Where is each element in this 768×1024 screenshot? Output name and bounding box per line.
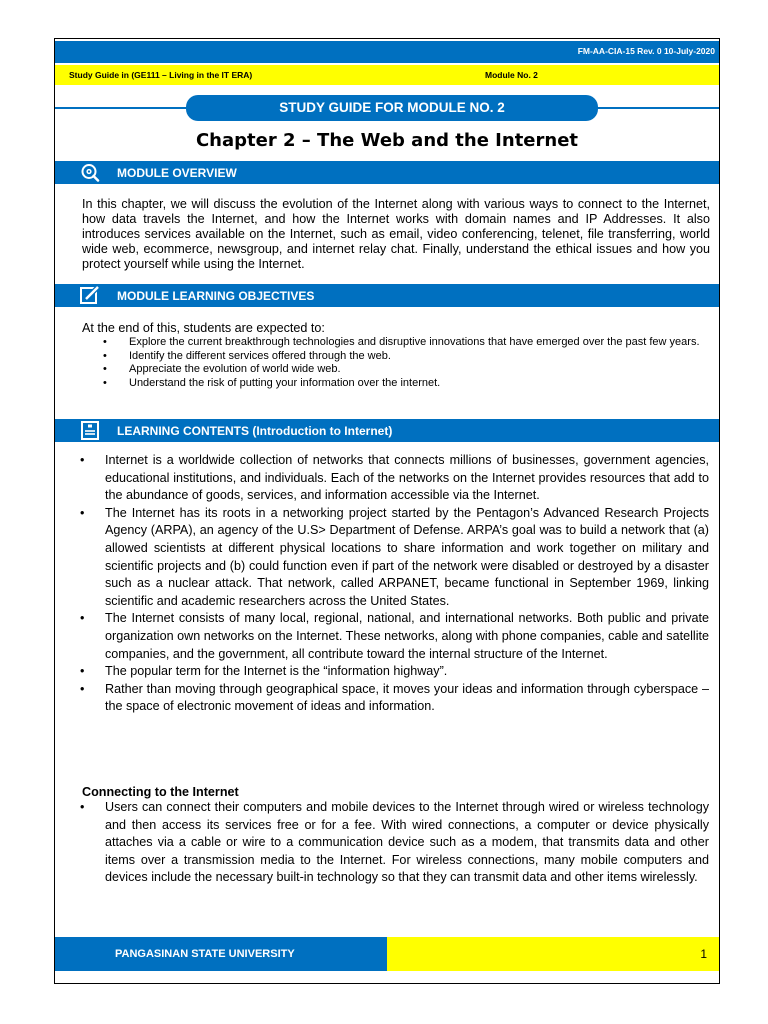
module-overview-heading: MODULE OVERVIEW [117, 166, 237, 180]
module-number: Module No. 2 [485, 70, 538, 80]
objectives-intro: At the end of this, students are expected to: [82, 321, 325, 335]
content-item: • The Internet consists of many local, regional, national, and international networks. Both public and private organization own networks on the Internet. These networks, along with phone companies, cable and satellite companies, and the government, all contribute toward the internal structure of the Internet. [79, 610, 709, 663]
course-header-bar [55, 65, 719, 85]
course-title: Study Guide in (GE111 – Living in the IT ERA) [69, 70, 253, 80]
study-guide-page [54, 38, 720, 984]
learning-contents-heading: LEARNING CONTENTS (Introduction to Internet) [117, 424, 393, 438]
module-overview-header [55, 161, 719, 184]
connecting-list [79, 799, 709, 887]
content-item: • Internet is a worldwide collection of networks that connects millions of businesses, government agencies, educational institutions, and individuals. Each of the networks on the Internet provides resources that add to the abundance of goods, services, and information accessible via the Internet. [79, 452, 709, 505]
footer-blue-panel [55, 937, 387, 971]
top-header-bar [55, 41, 719, 63]
learning-objectives-header [55, 284, 719, 307]
objective-item: • Understand the risk of putting your information over the internet. [103, 377, 715, 391]
objective-item: • Explore the current breakthrough technologies and disruptive innovations that have emerged over the past few years. [103, 336, 715, 350]
objectives-list [103, 336, 715, 390]
document-list-icon [79, 421, 101, 440]
content-item: • Rather than moving through geographical space, it moves your ideas and information through cyberspace – the space of electronic movement of ideas and information. [79, 681, 709, 716]
objective-item: • Identify the different services offered through the web. [103, 350, 715, 364]
university-name: PANGASINAN STATE UNIVERSITY [115, 948, 295, 960]
objective-item: • Appreciate the evolution of world wide web. [103, 363, 715, 377]
form-code: FM-AA-CIA-15 Rev. 0 10-July-2020 [577, 46, 715, 56]
content-item: • The popular term for the Internet is the “information highway”. [79, 663, 709, 681]
page-footer [55, 937, 719, 971]
learning-objectives-heading: MODULE LEARNING OBJECTIVES [117, 289, 315, 303]
chapter-title: Chapter 2 – The Web and the Internet [195, 130, 579, 151]
content-item: • The Internet has its roots in a networking project started by the Pentagon’s Advanced Research Projects Agency (ARPA), an agency of the U.S> Department of Defense. ARPA’s goal was to build a network that (a) allowed scientists at different physical locations to share information and work together on military and scientific projects and (b) could function even if part of the network were disabled or destroyed by a disaster such as a nuclear attack. That network, called ARPANET, became functional in September 1969, linking scientific and academic researchers across the United States. [79, 505, 709, 611]
learning-contents-header [55, 419, 719, 442]
overview-text: In this chapter, we will discuss the evolution of the Internet along with various ways to connect to the Internet, how data travels the Internet, and how the Internet works with domain names and IP Addresses. It also introduces services available on the Internet, such as email, video conferencing, telenet, file transferring, world wide web, ecommerce, newsgroup, and internet relay chat. Finally, understand the ethical issues and how you protect yourself while using the Internet. [82, 197, 710, 271]
contents-list [79, 452, 709, 716]
edit-pencil-icon [79, 286, 101, 305]
study-guide-banner: STUDY GUIDE FOR MODULE NO. 2 [186, 95, 598, 121]
magnifier-gear-icon [79, 163, 101, 182]
connecting-item: • Users can connect their computers and mobile devices to the Internet through wired or wireless technology and then access its services free or for a fee. With wired connections, a computer or device physically attaches via a cable or wire to a communication device such as a modem, that transmits data and other items over a transmission media to the Internet. For wireless connections, many mobile computers and devices include the necessary built-in technology so that they can transmit data and other items wirelessly. [79, 799, 709, 887]
connecting-subheading: Connecting to the Internet [82, 785, 239, 799]
footer-yellow-panel [387, 937, 719, 971]
page-number: 1 [700, 947, 707, 961]
